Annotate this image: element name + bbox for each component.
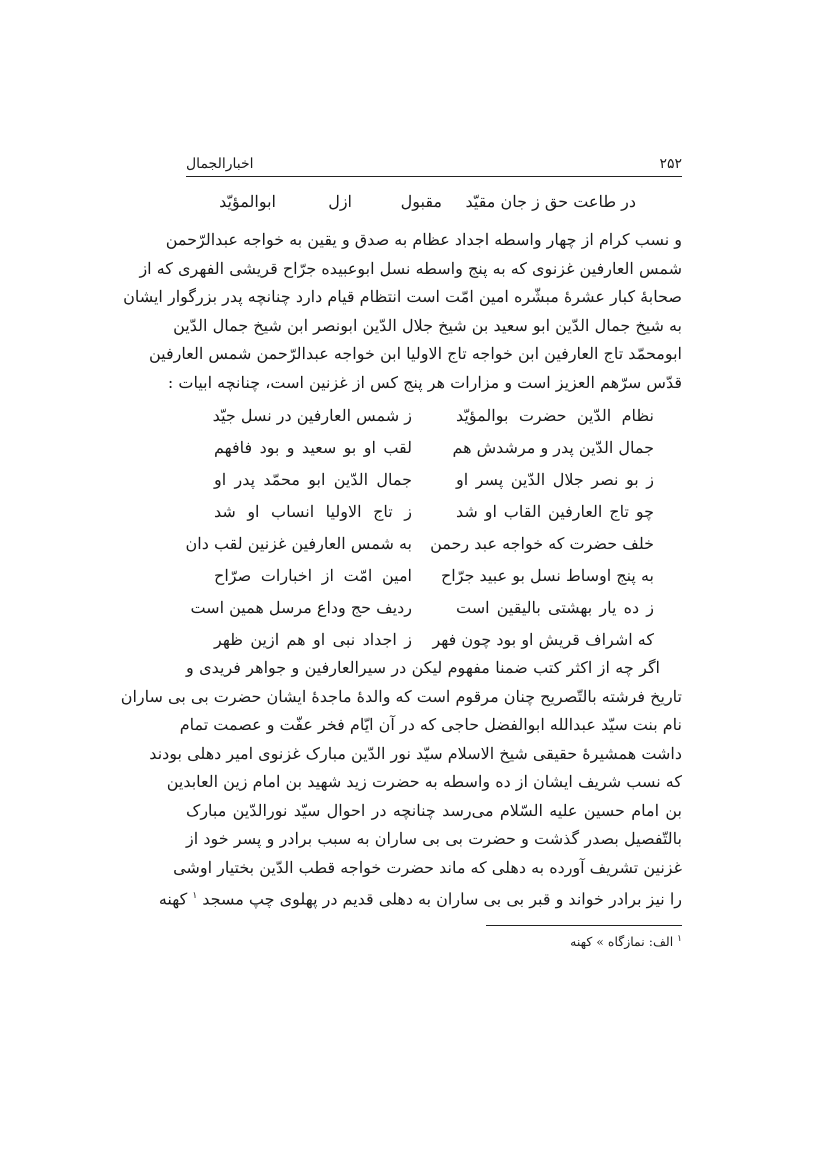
text-line: نام بنت سیّد عبدالله ابوالفضل حاجی که در آن ایّام فخر عفّت و عصمت تمام (179, 715, 682, 734)
hemistich: ز بو نصر جلال الدّین پسر او (456, 470, 654, 489)
poem-couplets (185, 400, 654, 656)
footnote (570, 934, 682, 949)
paragraph-mother (120, 654, 682, 911)
text-line: داشت همشیرهٔ حقیقی شیخ الاسلام سیّد نور الدّین مبارک غزنوی امیر دهلی بودند (149, 743, 682, 763)
hemistich: ز شمس العارفین در نسل جیّد (212, 406, 412, 425)
hemistich: ز تاج الاولیا انساب او شد (214, 502, 412, 521)
hemistich: لقب او بو سعید و بود فافهم (214, 438, 412, 457)
hemistich: جمال الدّین ابو محمّد پدر او (214, 470, 412, 489)
hemistich: چو تاج العارفین القاب او شد (456, 502, 654, 521)
opening-verse (186, 188, 682, 216)
couplet (214, 560, 654, 592)
verse-fragment: ازل (328, 192, 352, 211)
text-line: تاریخ فرشته بالتّصریح چنان مرقوم است که والدهٔ ماجدهٔ ایشان حضرت بی بی ساران (120, 686, 682, 706)
text-line: بالتّفصیل بصدر گذشت و حضرت بی بی ساران به سبب برادر و پسر خود از (186, 829, 682, 848)
hemistich: خلف حضرت که خواجه عبد رحمن (430, 534, 654, 553)
couplet (214, 624, 654, 656)
running-title: اخبارالجمال (186, 156, 254, 172)
hemistich: به پنج اوساط نسل بو عبید جرّاح (440, 566, 654, 585)
footnote-marker: ۱ (677, 934, 682, 944)
text-line: به شیخ جمال الدّین ابو سعید بن شیخ جلال الدّین ابونصر ابن شیخ جمال الدّین (173, 315, 682, 335)
running-header (186, 150, 682, 172)
text-line: بن امام حسین علیه السّلام می‌رسد چنانچه در احوال سیّد نورالدّین مبارک (186, 800, 682, 820)
hemistich: ردیف حج وداع مرسل همین است (190, 598, 412, 617)
text-line: که نسب شریف ایشان از ده واسطه به حضرت زید شهید بن امام زین العابدین (166, 772, 682, 791)
text-line: قدّس سرّهم العزیز است و مزارات هر پنج کس از غزنین است، چنانچه ابیات : (167, 372, 682, 392)
footnote-reference: ۱ (192, 891, 198, 901)
hemistich: که اشراف قریش او بود چون فهر (432, 630, 654, 649)
couplet (185, 528, 654, 560)
footnote-text: الف: نمازگاه » کهنه (570, 934, 674, 950)
verse-fragment: ابوالمؤیّد (219, 192, 276, 211)
text-line: ابومحمّد تاج العارفین ابن خواجه تاج الاولیا ابن خواجه عبدالرّحمن شمس العارفین (148, 344, 682, 363)
text-line-with-note: را نیز برادر خواند و قبر بی بی ساران به دهلی قدیم در پهلوی چپ مسجد $^۱$ کهنه (158, 889, 682, 909)
hemistich: ز اجداد نبی او هم ازین ظهر (214, 630, 412, 649)
couplet (214, 400, 654, 432)
couplet (214, 432, 654, 464)
hemistich: نظام الدّین حضرت بوالمؤیّد (456, 406, 654, 425)
verse-fragment: مقبول (400, 192, 442, 211)
verse-fragment: در طاعت حق ز جان مقیّد (465, 192, 636, 211)
couplet (214, 464, 654, 496)
paragraph-lineage (123, 226, 682, 397)
text-line: اگر چه از اکثر کتب ضمنا مفهوم لیکن در سیرالعارفین و جواهر فریدی و (186, 658, 660, 677)
text-line: غزنین تشریف آورده به دهلی که ماند حضرت خواجه قطب الدّین بختیار اوشی (173, 857, 682, 877)
hemistich: امین امّت از اخبارات صرّاح (214, 566, 412, 585)
header-rule (186, 176, 682, 177)
hemistich: ز ده یار بهشتی بالیقین است (456, 598, 654, 617)
couplet (190, 592, 654, 624)
page-number: ۲۵۲ (659, 156, 682, 172)
hemistich: به شمس العارفین غزنین لقب دان (185, 534, 412, 553)
text-line: و نسب کرام از چهار واسطه اجداد عظام به صدق و یقین به خواجه عبدالرّحمن (165, 230, 682, 249)
text-line: صحابهٔ کبار عشرهٔ مبشّره امین امّت است انتظام قیام دارد چنانچه پدر بزرگوار ایشان (123, 287, 682, 306)
text-line: شمس العارفین غزنوی که به پنج واسطه نسل ابوعبیده جرّاح قریشی الفهری که از (139, 258, 682, 278)
hemistich: جمال الدّین پدر و مرشدش هم (452, 438, 654, 457)
couplet (214, 496, 654, 528)
footnote-rule (486, 925, 682, 926)
